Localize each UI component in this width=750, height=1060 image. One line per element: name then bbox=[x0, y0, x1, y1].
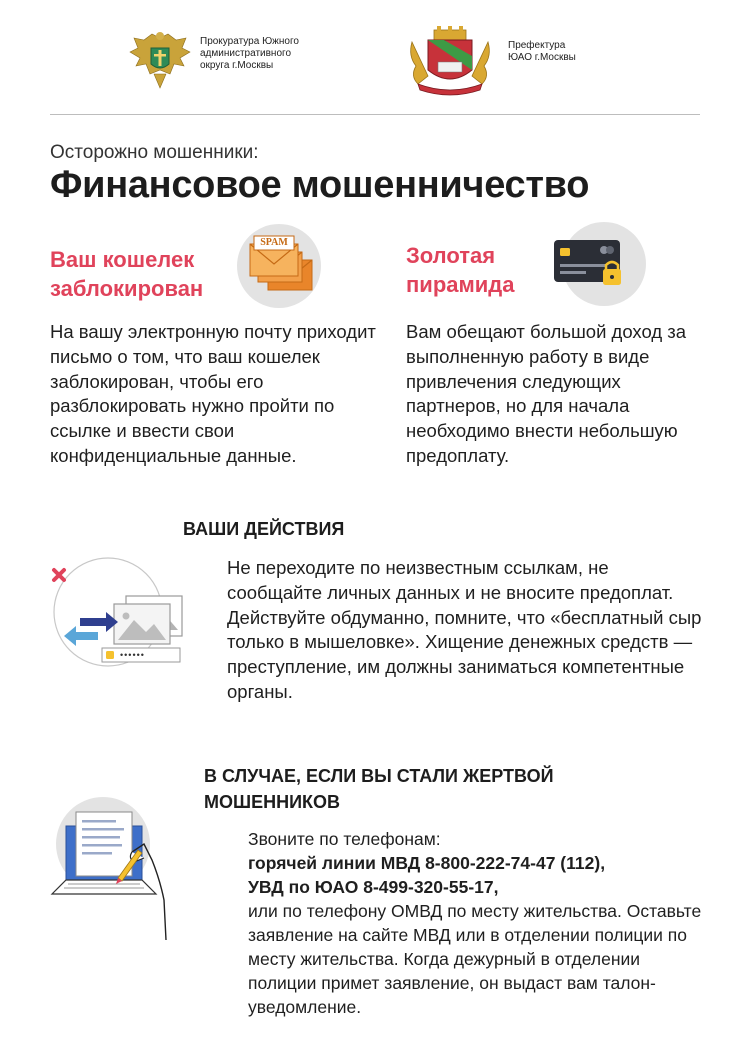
spam-envelope-icon bbox=[244, 234, 324, 306]
victim-heading: В СЛУЧАЕ, ЕСЛИ ВЫ СТАЛИ ЖЕРТВОЙ МОШЕННИКОВ bbox=[204, 766, 554, 812]
prefecture-name-line-1: Префектура bbox=[508, 40, 566, 51]
laptop-writing-illustration bbox=[48, 800, 172, 942]
prefecture-coat-of-arms bbox=[404, 26, 496, 98]
scheme2-text: Вам обещают большой доход за выполненную работу в виде привлечения следующих партнеров, но для начала необходимо внести небольшую предоплату. bbox=[406, 321, 687, 466]
victim-intro: Звоните по телефонам: bbox=[248, 829, 441, 849]
victim-contacts bbox=[248, 827, 708, 1019]
prosecutor-name bbox=[200, 36, 299, 72]
kicker: Осторожно мошенники: bbox=[50, 142, 259, 163]
prosecutor-name-line-2: административного bbox=[200, 48, 292, 59]
scheme1-heading: Ваш кошелек заблокирован bbox=[50, 247, 204, 301]
scheme1-text: На вашу электронную почту приходит письмо о том, что ваш кошелек заблокирован, чтобы его разблокировать нужно пройти по ссылке и ввести свои конфиденциальные данные. bbox=[50, 321, 376, 466]
spam-label: SPAM bbox=[260, 237, 288, 248]
victim-instructions: или по телефону ОМВД по месту жительства. Оставьте заявление на сайте МВД или в отделении полиции по месту жительства. Когда дежурный в отделении полиции примет заявление, он выдаст вам талон-уведомление. bbox=[248, 901, 702, 1017]
credit-card-lock-icon bbox=[552, 236, 636, 292]
uvd-phone: УВД по ЮАО 8-499-320-55-17, bbox=[248, 877, 499, 897]
password-mask: •••••• bbox=[120, 650, 145, 660]
page-title: Финансовое мошенничество bbox=[50, 164, 590, 206]
actions-heading: ВАШИ ДЕЙСТВИЯ bbox=[183, 519, 345, 539]
prosecutor-emblem bbox=[124, 30, 196, 92]
prosecutor-name-line-1: Прокуратура Южного bbox=[200, 36, 299, 47]
header-divider bbox=[50, 114, 700, 115]
hotline-phone: горячей линии МВД 8-800-222-74-47 (112), bbox=[248, 853, 606, 873]
prosecutor-name-line-3: округа г.Москвы bbox=[200, 60, 274, 71]
safe-browsing-illustration bbox=[42, 556, 198, 676]
actions-text: Не переходите по неизвестным ссылкам, не сообщайте личных данных и не вносите предоплат. Действуйте обдуманно, помните, что «бесплатный сыр только в мышеловке». Хищение денежных средств — преступление, им должны заниматься компетентные органы. bbox=[227, 557, 702, 702]
prefecture-name bbox=[508, 40, 576, 64]
prefecture-name-line-2: ЮАО г.Москвы bbox=[508, 52, 576, 63]
scheme2-heading: Золотая пирамида bbox=[406, 243, 515, 297]
